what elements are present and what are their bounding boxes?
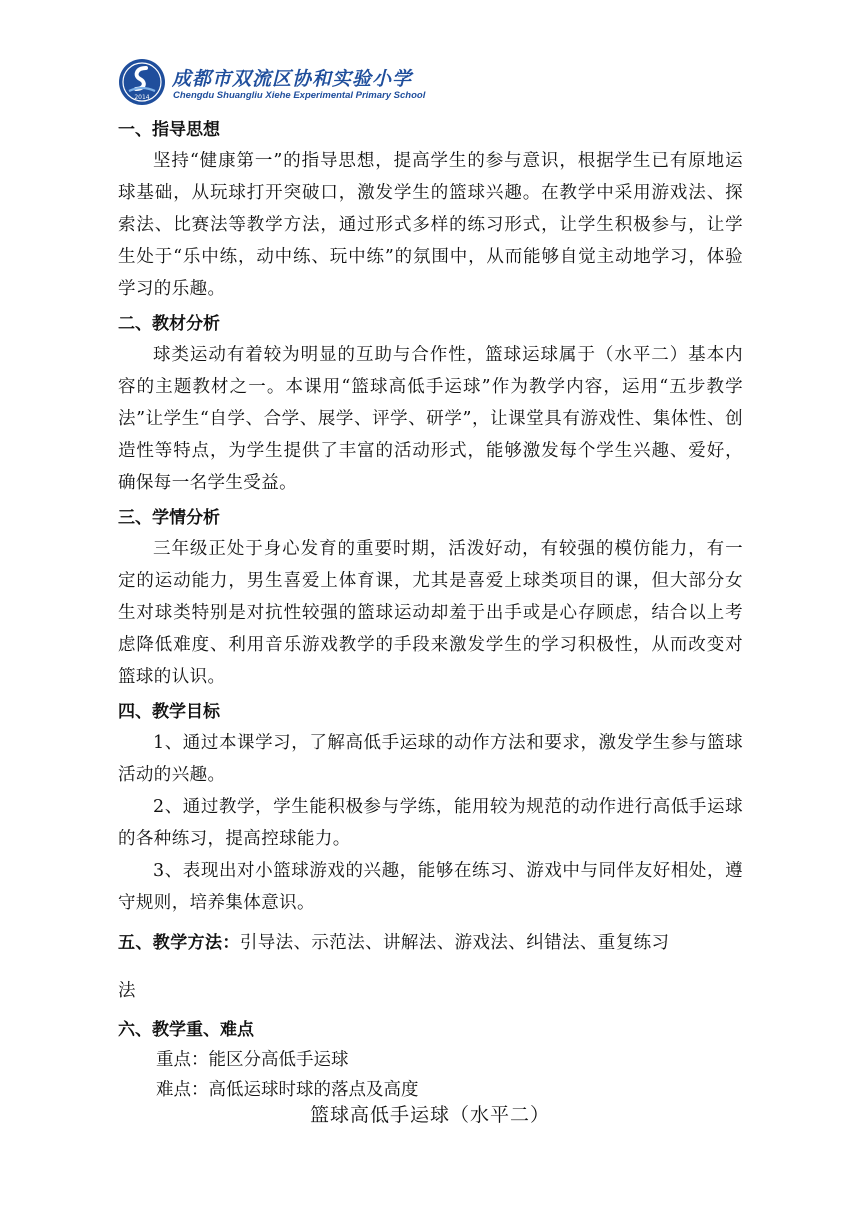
lesson-title: 篮球高低手运球（水平二） (309, 1104, 550, 1126)
logo-year: 2014 (134, 94, 150, 101)
school-logo-icon (118, 58, 166, 106)
difficult-point: 难点：高低运球时球的落点及高度 (156, 1080, 419, 1100)
teaching-methods (118, 919, 743, 1015)
section-body-student-analysis: 三年级正处于身心发育的重要时期，活泼好动，有较强的模仿能力，有一定的运动能力，男生喜爱上体育课，尤其是喜爱上球类项目的课，但大部分女生对球类特别是对抗性较强的篮球运动却羞于出手或是心存顾虑，结合以上考虑降低难度、利用音乐游戏教学的手段来激发学生的学习积极性，从而改变对篮球的认识。 (118, 539, 743, 687)
section-body-material-analysis: 球类运动有着较为明显的互助与合作性，篮球运球属于（水平二）基本内容的主题教材之一。本课用“篮球高低手运球”作为教学内容，运用“五步教学法”让学生“自学、合学、展学、评学、研学”，让课堂具有游戏性、集体性、创造性等特点，为学生提供了丰富的活动形式，能够激发每个学生兴趣、爱好，确保每一名学生受益。 (118, 345, 743, 493)
school-header (118, 58, 438, 108)
objective-item: 1、通过本课学习，了解高低手运球的动作方法和要求，激发学生参与篮球活动的兴趣。 (118, 733, 743, 785)
section-heading-student-analysis: 三、学情分析 (118, 508, 220, 528)
section-heading-guiding-ideology: 一、指导思想 (118, 120, 220, 140)
teaching-methods-text-continued: 法 (118, 981, 136, 1001)
section-heading-teaching-objectives: 四、教学目标 (118, 702, 220, 722)
school-name-cn: 成都市双流区协和实验小学 (172, 68, 413, 90)
objective-item: 3、表现出对小篮球游戏的兴趣，能够在练习、游戏中与同伴友好相处，遵守规则，培养集体意识。 (118, 861, 743, 913)
school-name-en: Chengdu Shuangliu Xiehe Experimental Primary School (173, 90, 426, 101)
teaching-methods-label: 五、教学方法： (118, 933, 240, 953)
section-body-guiding-ideology: 坚持“健康第一”的指导思想，提高学生的参与意识，根据学生已有原地运球基础，从玩球打开突破口，激发学生的篮球兴趣。在教学中采用游戏法、探索法、比赛法等教学方法，通过形式多样的练习形式，让学生积极参与，让学生处于“乐中练，动中练、玩中练”的氛围中，从而能够自觉主动地学习，体验学习的乐趣。 (118, 151, 743, 299)
key-point: 重点：能区分高低手运球 (156, 1050, 349, 1070)
section-heading-material-analysis: 二、教材分析 (118, 314, 220, 334)
document-body (118, 115, 743, 1105)
section-heading-key-difficult-points: 六、教学重、难点 (118, 1020, 254, 1040)
teaching-methods-text: 引导法、示范法、讲解法、游戏法、纠错法、重复练习 (239, 933, 670, 953)
objective-item: 2、通过教学，学生能积极参与学练，能用较为规范的动作进行高低手运球的各种练习，提高控球能力。 (118, 797, 743, 849)
